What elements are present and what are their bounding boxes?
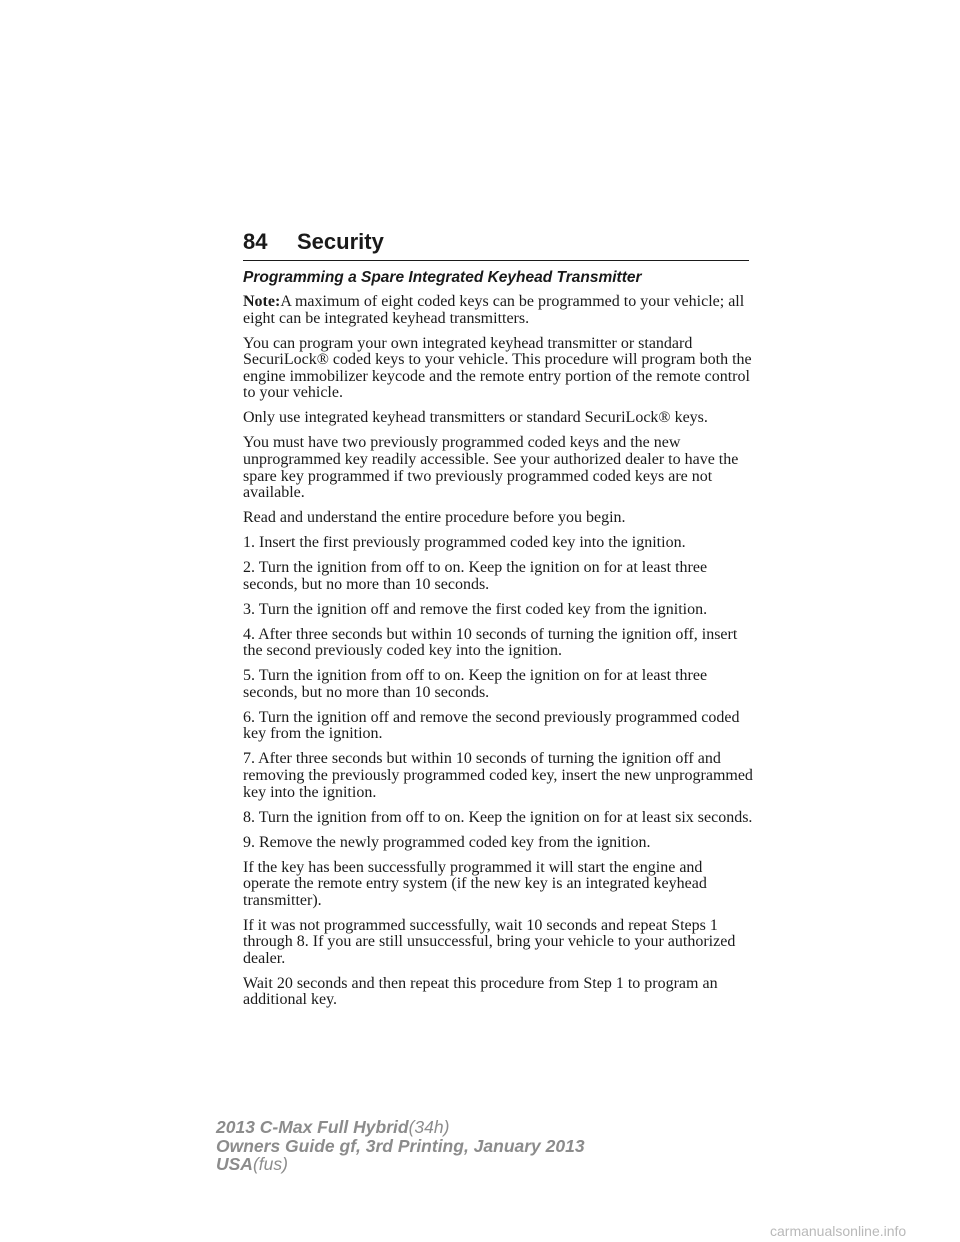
paragraph-read-first: Read and understand the entire procedure before you begin. (243, 509, 626, 527)
page-header (243, 226, 749, 261)
step-2: 2. Turn the ignition from off to on. Keep the ignition on for at least three seconds, but no more than 10 seconds. (243, 559, 708, 593)
paragraph-intro: You can program your own integrated keyhead transmitter or standard SecuriLock® coded keys to your vehicle. This procedure will program both the engine immobilizer keycode and the remote entry portion of the remote control to your vehicle. (243, 334, 752, 402)
page-content (243, 268, 753, 1017)
footer-line-2 (216, 1137, 585, 1156)
step-5: 5. Turn the ignition from off to on. Keep the ignition on for at least three seconds, but no more than 10 seconds. (243, 667, 708, 701)
note-text: A maximum of eight coded keys can be programmed to your vehicle; all eight can be integrated keyhead transmitters. (243, 293, 745, 327)
step-3: 3. Turn the ignition off and remove the first coded key from the ignition. (243, 600, 708, 618)
paragraph-additional-key: Wait 20 seconds and then repeat this procedure from Step 1 to program an additional key. (243, 974, 718, 1009)
footer-market: USA (216, 1154, 253, 1174)
footer-model-code: (34h) (408, 1117, 450, 1137)
page-number: 84 (243, 229, 268, 254)
footer-line-3 (216, 1155, 585, 1174)
section-title: Security (297, 229, 384, 254)
paragraph-success: If the key has been successfully programmed it will start the engine and operate the remote entry system (if the new key is an integrated keyhead transmitter). (243, 858, 707, 909)
document-footer (216, 1118, 585, 1174)
subheading: Programming a Spare Integrated Keyhead Transmitter (243, 269, 642, 286)
note-label: Note: (243, 293, 281, 310)
paragraph-key-types: Only use integrated keyhead transmitters or standard SecuriLock® keys. (243, 409, 708, 427)
step-9: 9. Remove the newly programmed coded key from the ignition. (243, 833, 651, 851)
step-1: 1. Insert the first previously programmed coded key into the ignition. (243, 534, 686, 552)
step-6: 6. Turn the ignition off and remove the second previously programmed coded key from the ignition. (243, 708, 740, 743)
step-8: 8. Turn the ignition from off to on. Keep the ignition on for at least six seconds. (243, 808, 753, 826)
footer-model: 2013 C-Max Full Hybrid (216, 1117, 409, 1137)
step-7: 7. After three seconds but within 10 seconds of turning the ignition off and removing the previously programmed coded key, insert the new unprogrammed key into the ignition. (243, 750, 753, 801)
watermark: carmanualsonline.info (770, 1223, 907, 1239)
paragraph-failure: If it was not programmed successfully, wait 10 seconds and repeat Steps 1 through 8. If you are still unsuccessful, bring your vehicle to your authorized dealer. (243, 916, 736, 967)
footer-market-code: (fus) (252, 1154, 288, 1174)
footer-line-1 (216, 1118, 585, 1137)
step-4: 4. After three seconds but within 10 seconds of turning the ignition off, insert the second previously coded key into the ignition. (243, 625, 738, 660)
paragraph-requirements: You must have two previously programmed coded keys and the new unprogrammed key readily accessible. See your authorized dealer to have the spare key programmed if two previously programmed coded keys are not available. (243, 434, 739, 502)
note-paragraph (243, 294, 753, 327)
footer-guide: Owners Guide gf, 3rd Printing, January 2013 (216, 1135, 585, 1156)
